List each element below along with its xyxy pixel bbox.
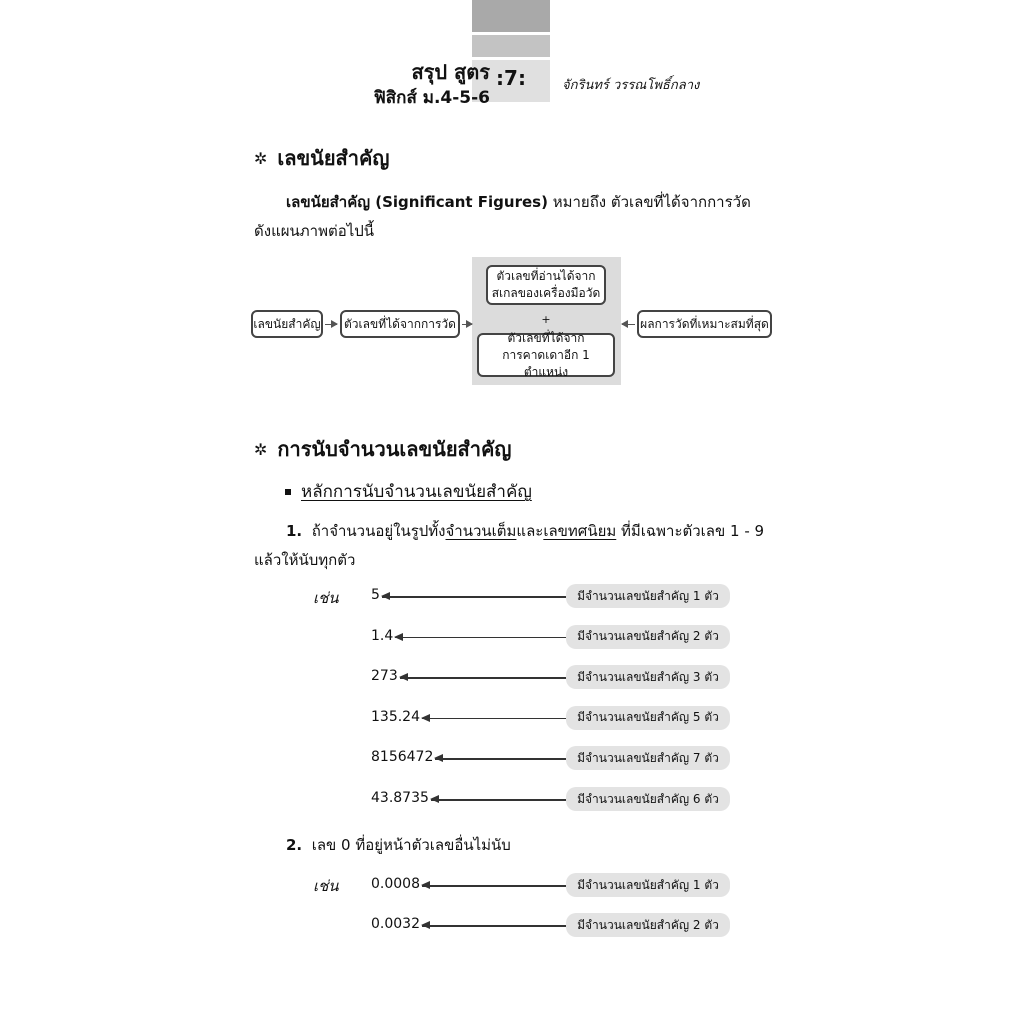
rule-2-number: 2.: [286, 836, 303, 854]
box-read-line2: สเกลของเครื่องมือวัด: [491, 286, 601, 300]
gear-bullet-icon: ✲: [254, 148, 268, 168]
example-label: เช่น: [313, 589, 339, 607]
example-number: 273: [371, 668, 398, 685]
header-title: สรุป สูตร: [411, 60, 490, 84]
section-heading-counting: [254, 433, 511, 465]
example-description: มีจำนวนเลขนัยสำคัญ 3 ตัว: [566, 665, 730, 689]
definition-text: หมายถึง ตัวเลขที่ได้จากการวัด: [547, 193, 751, 211]
header-bar-middle: [472, 35, 550, 57]
example-description: มีจำนวนเลขนัยสำคัญ 1 ตัว: [566, 873, 730, 897]
example-description: มีจำนวนเลขนัยสำคัญ 7 ตัว: [566, 746, 730, 770]
page-number: :7:: [496, 66, 526, 90]
definition-term: เลขนัยสำคัญ (Significant Figures): [286, 193, 548, 211]
example-arrow: [422, 718, 566, 720]
rule-2: [286, 833, 511, 857]
section-heading-text: การนับจำนวนเลขนัยสำคัญ: [277, 437, 512, 461]
example-arrow: [422, 885, 566, 887]
section-heading-text: เลขนัยสำคัญ: [277, 146, 390, 170]
example-number: 43.8735: [371, 790, 429, 806]
example-arrow: [422, 925, 566, 927]
box-measured: ตัวเลขที่ได้จากการวัด: [340, 310, 460, 338]
square-bullet-icon: [285, 489, 291, 495]
header-bar-top: [472, 0, 550, 32]
example-number: 8156472: [371, 749, 434, 766]
rule-1-line2: แล้วให้นับทุกตัว: [254, 551, 356, 569]
example-arrow: [431, 799, 566, 801]
example-description: มีจำนวนเลขนัยสำคัญ 6 ตัว: [566, 787, 730, 811]
subheading-text: หลักการนับจำนวนเลขนัยสำคัญ: [301, 482, 532, 502]
example-arrow: [395, 637, 566, 639]
box-best-result: ผลการวัดที่เหมาะสมที่สุด: [637, 310, 772, 338]
example-arrow: [435, 758, 566, 760]
plus-sign: +: [541, 313, 551, 326]
example-number: 1.4: [371, 627, 394, 644]
box-estimate: [477, 330, 615, 379]
header-subtitle: ฟิสิกส์ ม.4-5-6: [373, 88, 490, 108]
example-number: 5: [371, 587, 380, 603]
example-arrow: [382, 596, 566, 598]
arrow-best-panel: [622, 324, 635, 325]
box-sigfig: เลขนัยสำคัญ: [251, 310, 323, 338]
example-number: 135.24: [371, 708, 420, 725]
box-estimate-line1: ตัวเลขที่ได้จาก: [507, 330, 585, 345]
example-description: มีจำนวนเลขนัยสำคัญ 2 ตัว: [566, 913, 730, 937]
gear-bullet-icon: ✲: [254, 439, 268, 459]
rule-1-term-decimal: เลขทศนิยม: [543, 522, 617, 540]
example-number: 0.0008: [371, 876, 420, 892]
example-arrow: [400, 677, 566, 679]
example-description: มีจำนวนเลขนัยสำคัญ 5 ตัว: [566, 706, 730, 730]
example-description: มีจำนวนเลขนัยสำคัญ 2 ตัว: [566, 625, 730, 649]
arrow-measured-panel: [462, 324, 472, 325]
rule-1: [286, 519, 764, 543]
arrow-sigfig-measured: [325, 324, 337, 325]
definition-paragraph: [286, 190, 751, 214]
section-heading-sigfig: [254, 142, 389, 174]
rule-2-text: เลข 0 ที่อยู่หน้าตัวเลขอื่นไม่นับ: [311, 836, 511, 854]
rule-1-term-integer: จำนวนเต็ม: [445, 522, 517, 540]
rule-1-and: และ: [516, 522, 544, 540]
rule-1-text-b: ที่มีเฉพาะตัวเลข 1 - 9: [616, 522, 765, 540]
example-number: 0.0032: [371, 916, 420, 932]
box-read-scale: [486, 265, 606, 305]
rule-1-text-a: ถ้าจำนวนอยู่ในรูปทั้ง: [311, 522, 446, 540]
example-description: มีจำนวนเลขนัยสำคัญ 1 ตัว: [566, 584, 730, 608]
rule-1-number: 1.: [286, 522, 303, 540]
author-name: จักรินทร์ วรรณโพธิ์กลาง: [562, 78, 700, 93]
example-label: เช่น: [313, 877, 339, 895]
box-read-line1: ตัวเลขที่อ่านได้จาก: [496, 269, 596, 283]
definition-line2: ดังแผนภาพต่อไปนี้: [254, 222, 375, 240]
subheading: [285, 478, 532, 505]
box-estimate-line2: การคาดเดาอีก 1 ตำแหน่ง: [502, 347, 590, 379]
